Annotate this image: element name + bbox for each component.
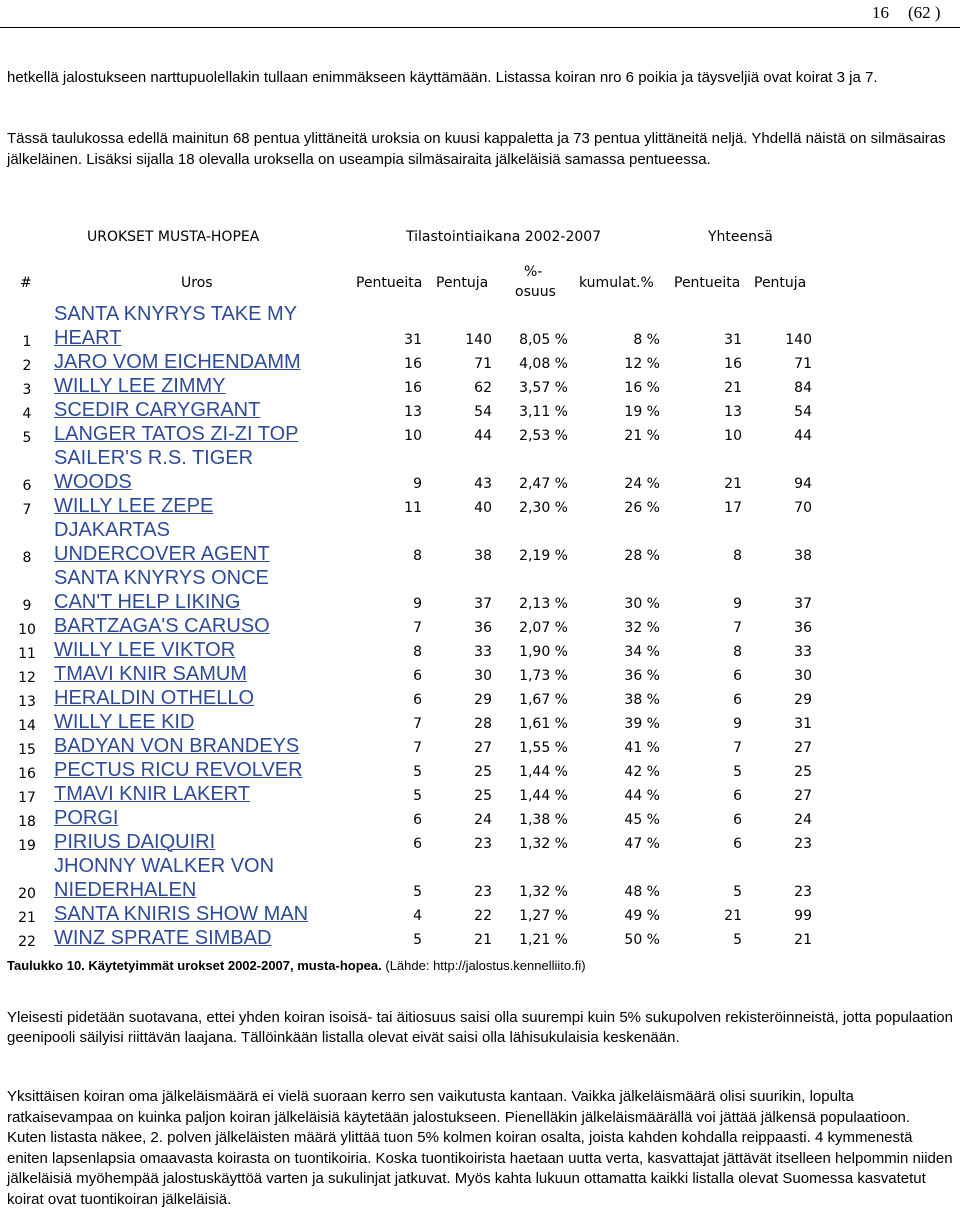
cell-pentuja: 25 — [474, 788, 492, 804]
cell-osuus: 2,30 % — [519, 500, 568, 516]
row-number: 9 — [22, 598, 32, 614]
dog-name-link[interactable] — [54, 614, 270, 638]
cell-pentueita: 9 — [413, 476, 422, 492]
table-row — [0, 398, 960, 422]
table-row — [0, 902, 960, 926]
col-header-osuus-bottom: osuus — [515, 284, 556, 300]
table-row — [0, 926, 960, 950]
cell-kumulat: 36 % — [624, 668, 660, 684]
dog-name-line-2: HERALDIN OTHELLO — [54, 687, 255, 709]
cell-total-pentuja: 94 — [794, 476, 812, 492]
cell-osuus: 1,44 % — [519, 764, 568, 780]
cell-kumulat: 16 % — [624, 380, 660, 396]
cell-total-pentuja: 27 — [794, 788, 812, 804]
page-number: 16 — [872, 3, 889, 22]
body-paragraph-1: Yleisesti pidetään suotavana, ettei yhden koiran isoisä- tai äitiosuus saisi olla suurempi kuin 5% sukupolven rekisteröinneistä, jotta populaation geenipooli säilyisi riittävän laajana. Tällöinkään listalla olevat eivät saisi olla lähisukulaisia keskenään. — [7, 1009, 953, 1046]
cell-pentueita: 7 — [413, 620, 422, 636]
cell-kumulat: 26 % — [624, 500, 660, 516]
dog-name-line-2: SANTA KNIRIS SHOW MAN — [54, 903, 309, 925]
cell-pentuja: 22 — [474, 908, 492, 924]
cell-osuus: 3,57 % — [519, 380, 568, 396]
cell-pentuja: 38 — [474, 548, 492, 564]
cell-kumulat: 21 % — [624, 428, 660, 444]
header-rule — [0, 27, 960, 28]
dog-name-line-1: JHONNY WALKER VON — [54, 855, 275, 877]
row-number: 1 — [22, 334, 32, 350]
cell-pentueita: 16 — [404, 380, 422, 396]
row-number: 7 — [22, 502, 32, 518]
row-number: 18 — [18, 814, 36, 830]
col-header-pentueita: Pentueita — [356, 275, 423, 291]
dog-name-link[interactable] — [54, 830, 215, 854]
cell-pentueita: 7 — [413, 716, 422, 732]
cell-total-pentueita: 13 — [724, 404, 742, 420]
dog-name-link[interactable] — [54, 662, 247, 686]
cell-total-pentuja: 71 — [794, 356, 812, 372]
row-number: 21 — [18, 910, 36, 926]
cell-kumulat: 19 % — [624, 404, 660, 420]
cell-total-pentuja: 31 — [794, 716, 812, 732]
cell-osuus: 1,73 % — [519, 668, 568, 684]
table-row — [0, 830, 960, 854]
cell-pentueita: 5 — [413, 788, 422, 804]
cell-total-pentuja: 30 — [794, 668, 812, 684]
row-number: 20 — [18, 886, 36, 902]
cell-total-pentuja: 27 — [794, 740, 812, 756]
cell-total-pentueita: 17 — [724, 500, 742, 516]
dog-name-link[interactable] — [54, 734, 299, 758]
cell-total-pentueita: 8 — [733, 548, 742, 564]
dog-name-link[interactable] — [54, 926, 271, 950]
cell-osuus: 2,47 % — [519, 476, 568, 492]
cell-total-pentueita: 6 — [733, 836, 742, 852]
cell-pentueita: 31 — [404, 332, 422, 348]
cell-pentuja: 24 — [474, 812, 492, 828]
cell-total-pentueita: 5 — [733, 764, 742, 780]
dog-name-link[interactable] — [54, 806, 118, 830]
cell-total-pentueita: 7 — [733, 620, 742, 636]
cell-osuus: 3,11 % — [519, 404, 568, 420]
cell-osuus: 1,44 % — [519, 788, 568, 804]
table-row — [0, 734, 960, 758]
cell-osuus: 1,90 % — [519, 644, 568, 660]
cell-pentuja: 23 — [474, 884, 492, 900]
caption-source: (Lähde: http://jalostus.kennelliito.fi) — [385, 958, 586, 973]
cell-kumulat: 49 % — [624, 908, 660, 924]
dog-name-line-2: CAN'T HELP LIKING — [54, 591, 241, 613]
row-number: 16 — [18, 766, 36, 782]
cell-pentueita: 7 — [413, 740, 422, 756]
cell-pentuja: 71 — [474, 356, 492, 372]
cell-kumulat: 48 % — [624, 884, 660, 900]
cell-total-pentuja: 54 — [794, 404, 812, 420]
cell-total-pentueita: 8 — [733, 644, 742, 660]
dog-name-line-2: WINZ SPRATE SIMBAD — [54, 927, 272, 949]
dog-name-line-2: TMAVI KNIR SAMUM — [54, 663, 247, 685]
cell-pentuja: 25 — [474, 764, 492, 780]
row-number: 10 — [18, 622, 36, 638]
dog-name-line-2: UNDERCOVER AGENT — [54, 543, 270, 565]
dog-name-line-2: BADYAN VON BRANDEYS — [54, 735, 300, 757]
cell-pentuja: 62 — [474, 380, 492, 396]
cell-total-pentueita: 6 — [733, 788, 742, 804]
col-header-osuus-top: %- — [524, 264, 543, 280]
row-number: 6 — [22, 478, 32, 494]
col-header-kumulat: kumulat.% — [579, 275, 654, 291]
cell-kumulat: 12 % — [624, 356, 660, 372]
cell-total-pentueita: 10 — [724, 428, 742, 444]
body-paragraph-2: Yksittäisen koiran oma jälkeläismäärä ei vielä suoraan kerro sen vaikutusta kantaan. Vaikka jälkeläismäärä olisi suurikin, lopulta ratkaisevampaa on kuinka paljon koiran jälkeläisiä käytetään jalostukseen. Pienelläkin jälkeläismäärällä voi jättää jälkensä populaatioon. Kuten listasta näkee, 2. polven jälkeläisten määrä ylittää tuon 5% kolmen koiran osalta, joista kahden kohdalla reippaasti. 4 kymmenestä eniten lapsenlapsia omaavasta koirasta on tuontikoiria. Koska tuontikoirista haetaan uutta verta, kasvattajat jättävät itselleen helpommin niiden jälkeläisiä myöhempää jalostuskäyttöä varten ja sukulinjat jatkuvat. Myös kahta lukuun ottamatta kaikki listalla olevat Suomessa kasvatetut koirat ovat tuontikoiran jälkeläisiä. — [7, 1088, 953, 1208]
cell-total-pentuja: 33 — [794, 644, 812, 660]
table-group-header-middle: Tilastointiaikana 2002-2007 — [406, 229, 602, 245]
cell-kumulat: 24 % — [624, 476, 660, 492]
cell-pentuja: 29 — [474, 692, 492, 708]
col-header-num: # — [20, 275, 32, 291]
dog-name-line-1: SAILER'S R.S. TIGER — [54, 447, 254, 469]
dog-name-line-2: WILLY LEE VIKTOR — [54, 639, 236, 661]
cell-total-pentuja: 44 — [794, 428, 812, 444]
dog-name-link[interactable] — [54, 494, 213, 518]
col-header-total-pentueita: Pentueita — [674, 275, 741, 291]
row-number: 12 — [18, 670, 36, 686]
cell-pentuja: 44 — [474, 428, 492, 444]
dog-name-line-2: HEART — [54, 327, 122, 349]
col-header-pentuja: Pentuja — [436, 275, 489, 291]
cell-total-pentuja: 23 — [794, 836, 812, 852]
dog-name-line-2: NIEDERHALEN — [54, 879, 197, 901]
cell-kumulat: 47 % — [624, 836, 660, 852]
dog-name-line-2: PECTUS RICU REVOLVER — [54, 759, 303, 781]
dog-name-line-1: SANTA KNYRYS ONCE — [54, 567, 269, 589]
cell-pentuja: 36 — [474, 620, 492, 636]
row-number: 15 — [18, 742, 36, 758]
cell-osuus: 2,13 % — [519, 596, 568, 612]
dog-name-link[interactable] — [54, 398, 260, 422]
cell-pentuja: 21 — [474, 932, 492, 948]
dog-name-line-1: SANTA KNYRYS TAKE MY — [54, 303, 298, 325]
dog-name-link[interactable] — [54, 710, 194, 734]
table-row — [0, 855, 960, 902]
cell-osuus: 1,67 % — [519, 692, 568, 708]
table-row — [0, 374, 960, 398]
dog-name-link[interactable] — [54, 350, 301, 374]
dog-name-link[interactable] — [54, 447, 254, 494]
table-row — [0, 662, 960, 686]
table-row — [0, 519, 960, 566]
cell-total-pentuja: 38 — [794, 548, 812, 564]
dog-name-line-2: PORGI — [54, 807, 119, 829]
dog-name-line-2: WOODS — [54, 471, 132, 493]
col-header-total-pentuja: Pentuja — [754, 275, 807, 291]
cell-pentueita: 6 — [413, 812, 422, 828]
cell-osuus: 1,32 % — [519, 836, 568, 852]
cell-kumulat: 44 % — [624, 788, 660, 804]
dog-name-line-2: SCEDIR CARYGRANT — [54, 399, 261, 421]
dog-name-link[interactable] — [54, 374, 226, 398]
cell-pentueita: 6 — [413, 692, 422, 708]
dog-name-link[interactable] — [54, 303, 298, 350]
cell-osuus: 4,08 % — [519, 356, 568, 372]
cell-osuus: 1,21 % — [519, 932, 568, 948]
table-row — [0, 758, 960, 782]
row-number: 22 — [18, 934, 36, 950]
table-row — [0, 350, 960, 374]
cell-pentueita: 10 — [404, 428, 422, 444]
cell-kumulat: 8 % — [633, 332, 660, 348]
cell-pentuja: 40 — [474, 500, 492, 516]
table-group-header-left: UROKSET MUSTA-HOPEA — [87, 229, 260, 245]
table-row — [0, 806, 960, 830]
table-row — [0, 686, 960, 710]
cell-pentueita: 13 — [404, 404, 422, 420]
cell-pentueita: 8 — [413, 644, 422, 660]
dog-name-line-1: DJAKARTAS — [54, 519, 170, 541]
cell-total-pentuja: 84 — [794, 380, 812, 396]
row-number: 14 — [18, 718, 36, 734]
cell-osuus: 1,27 % — [519, 908, 568, 924]
cell-osuus: 1,55 % — [519, 740, 568, 756]
col-header-name: Uros — [181, 275, 213, 291]
cell-pentuja: 33 — [474, 644, 492, 660]
cell-total-pentueita: 6 — [733, 668, 742, 684]
cell-kumulat: 45 % — [624, 812, 660, 828]
dog-name-link[interactable] — [54, 567, 269, 614]
table-row — [0, 614, 960, 638]
row-number: 5 — [22, 430, 32, 446]
caption-title: Taulukko 10. Käytetyimmät urokset 2002-2007, musta-hopea. — [7, 958, 382, 973]
table-row — [0, 447, 960, 494]
cell-pentuja: 54 — [474, 404, 492, 420]
cell-kumulat: 39 % — [624, 716, 660, 732]
cell-pentuja: 30 — [474, 668, 492, 684]
table-group-header-right: Yhteensä — [708, 229, 773, 245]
dog-name-link[interactable] — [54, 422, 299, 446]
cell-total-pentuja: 37 — [794, 596, 812, 612]
cell-pentueita: 5 — [413, 884, 422, 900]
row-number: 8 — [22, 550, 32, 566]
cell-total-pentueita: 21 — [724, 476, 742, 492]
cell-pentueita: 9 — [413, 596, 422, 612]
cell-pentuja: 43 — [474, 476, 492, 492]
cell-osuus: 2,19 % — [519, 548, 568, 564]
cell-total-pentueita: 5 — [733, 932, 742, 948]
table-row — [0, 567, 960, 614]
cell-pentueita: 5 — [413, 932, 422, 948]
cell-pentueita: 8 — [413, 548, 422, 564]
row-number: 4 — [22, 406, 32, 422]
cell-pentuja: 37 — [474, 596, 492, 612]
cell-total-pentueita: 9 — [733, 596, 742, 612]
cell-total-pentuja: 99 — [794, 908, 812, 924]
dog-name-line-2: JARO VOM EICHENDAMM — [54, 351, 301, 373]
page-total: (62 ) — [908, 3, 941, 22]
cell-total-pentueita: 9 — [733, 716, 742, 732]
cell-pentueita: 16 — [404, 356, 422, 372]
cell-total-pentueita: 6 — [733, 812, 742, 828]
table-row — [0, 303, 960, 350]
row-number: 19 — [18, 838, 36, 854]
cell-total-pentuja: 21 — [794, 932, 812, 948]
cell-pentuja: 28 — [474, 716, 492, 732]
row-number: 3 — [22, 382, 32, 398]
row-number: 17 — [18, 790, 36, 806]
intro-paragraph-1: hetkellä jalostukseen narttupuolellakin tullaan enimmäkseen käyttämään. Listassa koiran nro 6 poikia ja täysveljiä ovat koirat 3 ja 7. — [7, 69, 878, 86]
dog-name-link[interactable] — [54, 758, 303, 782]
dog-name-link[interactable] — [54, 638, 235, 662]
row-number: 11 — [18, 646, 36, 662]
cell-kumulat: 50 % — [624, 932, 660, 948]
table-row — [0, 710, 960, 734]
dog-name-link[interactable] — [54, 902, 308, 926]
cell-osuus: 8,05 % — [519, 332, 568, 348]
cell-total-pentuja: 140 — [785, 332, 812, 348]
cell-total-pentueita: 6 — [733, 692, 742, 708]
dog-name-link[interactable] — [54, 782, 250, 806]
cell-total-pentueita: 16 — [724, 356, 742, 372]
table-row — [0, 494, 960, 518]
table-row — [0, 638, 960, 662]
dog-name-line-2: LANGER TATOS ZI-ZI TOP — [54, 423, 299, 445]
cell-total-pentueita: 5 — [733, 884, 742, 900]
dog-name-line-2: WILLY LEE ZEPE — [54, 495, 214, 517]
cell-total-pentuja: 25 — [794, 764, 812, 780]
cell-total-pentueita: 21 — [724, 908, 742, 924]
dog-name-line-2: WILLY LEE KID — [54, 711, 195, 733]
dog-name-link[interactable] — [54, 855, 275, 902]
row-number: 13 — [18, 694, 36, 710]
dog-name-line-2: BARTZAGA'S CARUSO — [54, 615, 270, 637]
table-row — [0, 782, 960, 806]
cell-total-pentuja: 36 — [794, 620, 812, 636]
cell-total-pentuja: 70 — [794, 500, 812, 516]
cell-pentuja: 27 — [474, 740, 492, 756]
cell-pentueita: 4 — [413, 908, 422, 924]
page-header — [0, 0, 960, 24]
dog-name-link[interactable] — [54, 686, 254, 710]
table-row — [0, 422, 960, 446]
cell-osuus: 2,53 % — [519, 428, 568, 444]
cell-osuus: 2,07 % — [519, 620, 568, 636]
cell-pentuja: 140 — [465, 332, 492, 348]
intro-paragraph-2: Tässä taulukossa edellä mainitun 68 pentua ylittäneitä uroksia on kuusi kappaletta ja 73 pentua ylittäneitä neljä. Yhdellä näistä on silmäsairas jälkeläinen. Lisäksi sijalla 18 olevalla uroksella on useampia silmäsairaita jälkeläisiä samassa pentueessa. — [7, 130, 946, 168]
cell-total-pentueita: 21 — [724, 380, 742, 396]
cell-kumulat: 32 % — [624, 620, 660, 636]
cell-kumulat: 34 % — [624, 644, 660, 660]
cell-total-pentuja: 29 — [794, 692, 812, 708]
cell-osuus: 1,32 % — [519, 884, 568, 900]
cell-osuus: 1,38 % — [519, 812, 568, 828]
dog-name-line-2: PIRIUS DAIQUIRI — [54, 831, 216, 853]
cell-total-pentueita: 7 — [733, 740, 742, 756]
cell-kumulat: 28 % — [624, 548, 660, 564]
cell-total-pentuja: 24 — [794, 812, 812, 828]
row-number: 2 — [22, 358, 32, 374]
cell-pentueita: 6 — [413, 668, 422, 684]
cell-total-pentueita: 31 — [724, 332, 742, 348]
cell-kumulat: 41 % — [624, 740, 660, 756]
cell-kumulat: 42 % — [624, 764, 660, 780]
dog-name-link[interactable] — [54, 519, 270, 566]
cell-kumulat: 38 % — [624, 692, 660, 708]
cell-kumulat: 30 % — [624, 596, 660, 612]
cell-total-pentuja: 23 — [794, 884, 812, 900]
dog-name-line-2: WILLY LEE ZIMMY — [54, 375, 226, 397]
cell-pentuja: 23 — [474, 836, 492, 852]
table-caption — [7, 958, 586, 973]
cell-pentueita: 5 — [413, 764, 422, 780]
dog-name-line-2: TMAVI KNIR LAKERT — [54, 783, 250, 805]
cell-pentueita: 6 — [413, 836, 422, 852]
cell-pentueita: 11 — [404, 500, 422, 516]
cell-osuus: 1,61 % — [519, 716, 568, 732]
